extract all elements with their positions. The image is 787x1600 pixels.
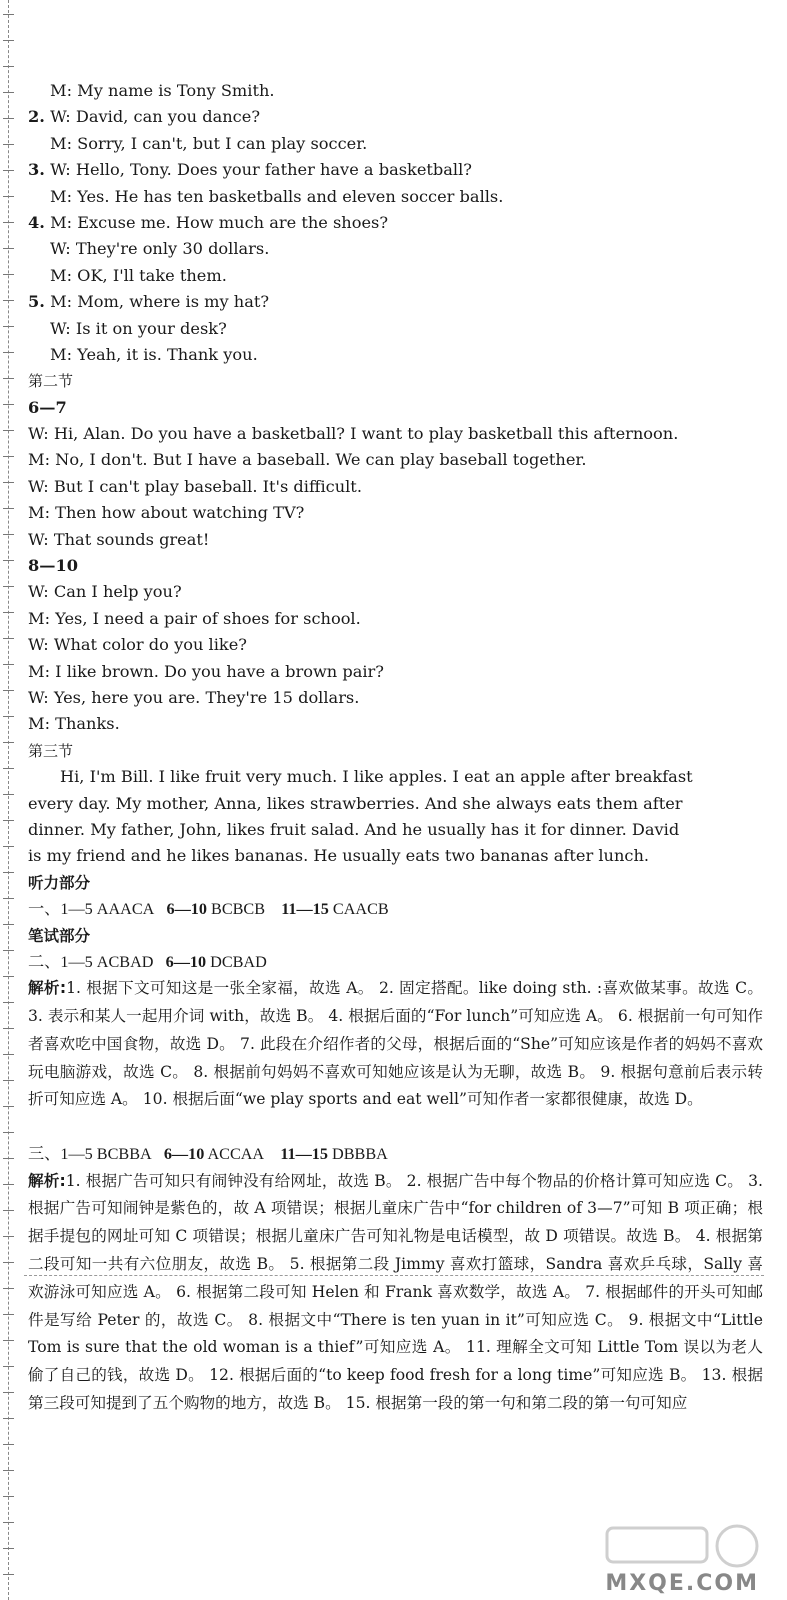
explanation-text: 1. 根据广告可知只有闹钟没有给网址，故选 B。 2. 根据广告中每个物品的价格计算可知应选 C。 3. 根据广告可知闹钟是紫色的，故 A 项错误；根据儿童床广告中“for children of 3—7”可知 B 项正确；根据手提包的网址可知 C 项错误；根据儿童床广告可知礼物是电话模型，故 D 项错误。故选 B。 4. 根据第二段可知一共有六位朋友，故选 B。 5. 根据第二段 Jimmy 喜欢打篮球，Sandra 喜欢乒乓球，Sally 喜欢游泳可知应选 A。 6. 根据第二段可知 Helen 和 Frank 喜欢数学，故选 A。 7. 根据邮件的开头可知邮件是写给 Peter 的，故选 C。 8. 根据文中“There is ten yuan in it”可知应选 C。 9. 根据文中“Little Tom is sure that the old woman is a thief”可知应选 A。 11. 理解全文可知 Little Tom 误以为老人偷了自己的钱，故选 D。 12. 根据后面的“to keep food fresh for a long time”可知应选 B。 13. 根据第三段可知提到了五个购物的地方，故选 B。 15. 根据第一段的第一句和第二段的第一句可知应: [28, 1171, 763, 1413]
binding-tick: [3, 92, 14, 93]
binding-tick: [3, 66, 14, 67]
explanation-text: 1. 根据下文可知这是一张全家福，故选 A。 2. 固定搭配。like doing sth. :喜欢做某事。故选 C。 3. 表示和某人一起用介词 with，故选 B。 4. 根据后面的“For lunch”可知应选 A。 6. 根据前一句可知作者喜欢吃中国食物，故选 D。 7. 此段在介绍作者的父母，根据后面的“She”可知应该是作者的妈妈不喜欢玩电脑游戏，故选 C。 8. 根据前句妈妈不喜欢可知她应该是认为无聊，故选 B。 9. 根据句意前后表示转折可知应选 A。 10. 根据后面“we play sports and eat well”可知作者一家都很健康，故选 D。: [28, 979, 763, 1109]
passage-line: dinner. My father, John, likes fruit salad. And he usually has it for dinner. David: [28, 819, 680, 839]
binding-tick: [3, 976, 14, 977]
binding-tick: [3, 1392, 14, 1393]
binding-tick: [3, 768, 14, 769]
binding-tick: [3, 1262, 14, 1263]
binding-tick: [3, 1054, 14, 1055]
binding-tick: [3, 1288, 14, 1289]
binding-tick: [3, 144, 14, 145]
answers-heading: 笔试部分: [28, 926, 91, 945]
binding-tick: [3, 1184, 14, 1185]
answer-line: [28, 949, 763, 975]
binding-tick: [3, 508, 14, 509]
binding-tick: [3, 820, 14, 821]
binding-tick: [3, 586, 14, 587]
answer-range: 11—15: [281, 900, 329, 919]
explanation-label: 解析:: [28, 979, 67, 998]
dialog-line: W: Is it on your desk?: [50, 318, 227, 338]
binding-tick: [3, 742, 14, 743]
dialog-line: M: No, I don't. But I have a baseball. We can play baseball together.: [28, 450, 587, 470]
dialog-line: W: Can I help you?: [28, 582, 182, 602]
binding-tick: [3, 430, 14, 431]
binding-tick: [3, 1418, 14, 1419]
binding-tick: [3, 638, 14, 639]
dialog-line: M: Yes. He has ten basketballs and eleven soccer balls.: [50, 186, 504, 206]
binding-tick: [3, 1496, 14, 1497]
binding-tick: [3, 1470, 14, 1471]
watermark-text: MXQE.COM: [605, 1571, 759, 1596]
dialog-line: [28, 289, 763, 315]
binding-tick: [3, 924, 14, 925]
binding-tick: [3, 1210, 14, 1211]
answer-values: CAACB: [332, 900, 389, 919]
passage-line: every day. My mother, Anna, likes strawberries. And she always eats them after: [28, 793, 683, 813]
binding-margin: [2, 0, 16, 1600]
binding-tick: [3, 1314, 14, 1315]
binding-tick: [3, 300, 14, 301]
binding-tick: [3, 1132, 14, 1133]
binding-tick: [3, 456, 14, 457]
dialog-text: M: Excuse me. How much are the shoes?: [50, 212, 389, 232]
binding-tick: [3, 612, 14, 613]
dialog-line: W: Yes, here you are. They're 15 dollars.: [28, 687, 360, 707]
dialog-line: M: My name is Tony Smith.: [50, 81, 275, 100]
binding-tick: [3, 1106, 14, 1107]
dialog-line: W: That sounds great!: [28, 529, 210, 549]
binding-tick: [3, 222, 14, 223]
binding-tick: [3, 248, 14, 249]
answer-prefix: 三、1—5 BCBBA: [28, 1145, 152, 1164]
item-number: 5.: [28, 292, 45, 312]
binding-tick: [3, 716, 14, 717]
answer-prefix: 二、1—5 ACBAD: [28, 952, 154, 971]
item-number: 3.: [28, 160, 45, 180]
dialog-line: M: Thanks.: [28, 714, 120, 734]
binding-tick: [3, 1522, 14, 1523]
binding-tick: [3, 1028, 14, 1029]
dialog-line: W: But I can't play baseball. It's difficult.: [28, 476, 362, 496]
binding-tick: [3, 534, 14, 535]
explanation-label: 解析:: [28, 1171, 66, 1190]
binding-tick: [3, 352, 14, 353]
answer-range: 6—10: [165, 952, 207, 971]
section-heading: 第二节: [28, 372, 74, 391]
answer-values: BCBCB: [211, 900, 266, 919]
binding-tick: [3, 1158, 14, 1159]
dialog-line: M: Then how about watching TV?: [28, 503, 305, 523]
binding-rule: [8, 0, 10, 1600]
binding-tick: [3, 690, 14, 691]
binding-tick: [3, 794, 14, 795]
binding-tick: [3, 664, 14, 665]
item-number: 2.: [28, 107, 45, 127]
answer-line: [28, 1141, 763, 1167]
dialog-line: M: I like brown. Do you have a brown pair?: [28, 661, 384, 681]
binding-tick: [3, 274, 14, 275]
dialog-line: W: What color do you like?: [28, 635, 247, 655]
binding-tick: [3, 1002, 14, 1003]
explanation-block: [28, 1168, 763, 1530]
binding-tick: [3, 378, 14, 379]
dialog-line: M: OK, I'll take them.: [50, 265, 227, 285]
passage-line: is my friend and he likes bananas. He usually eats two bananas after lunch.: [28, 846, 650, 866]
answers-heading: 听力部分: [28, 873, 91, 892]
passage-line: Hi, I'm Bill. I like fruit very much. I like apples. I eat an apple after breakfast: [60, 767, 693, 787]
binding-tick: [3, 950, 14, 951]
dialog-line: M: Yes, I need a pair of shoes for school.: [28, 608, 361, 628]
group-label: 8—10: [28, 556, 78, 576]
answer-line: [28, 896, 763, 922]
answer-range: 6—10: [166, 900, 207, 919]
binding-tick: [3, 1574, 14, 1575]
answer-values: DCBAD: [210, 952, 267, 971]
binding-tick: [3, 1080, 14, 1081]
binding-tick: [3, 1340, 14, 1341]
binding-tick: [3, 1444, 14, 1445]
answer-values: ACCAA: [207, 1145, 265, 1164]
item-number: 4.: [28, 212, 45, 232]
document-body: [28, 78, 763, 1530]
binding-tick: [3, 846, 14, 847]
answer-prefix: 一、1—5 AAACA: [28, 900, 155, 919]
binding-tick: [3, 14, 14, 15]
binding-tick: [3, 404, 14, 405]
binding-tick: [3, 560, 14, 561]
dialog-line: [28, 157, 763, 183]
binding-tick: [3, 482, 14, 483]
section-heading: 第三节: [28, 741, 74, 760]
dialog-line: M: Yeah, it is. Thank you.: [50, 344, 258, 364]
dialog-line: W: Hi, Alan. Do you have a basketball? I want to play basketball this afternoon.: [28, 424, 679, 444]
dialog-line: M: Sorry, I can't, but I can play soccer.: [50, 133, 368, 153]
binding-tick: [3, 170, 14, 171]
explanation-block: [28, 975, 763, 1141]
binding-tick: [3, 118, 14, 119]
dialog-text: W: David, can you dance?: [50, 107, 261, 127]
answer-values: DBBBA: [332, 1145, 388, 1164]
group-label: 6—7: [28, 397, 67, 417]
dialog-text: W: Hello, Tony. Does your father have a basketball?: [50, 160, 472, 180]
binding-tick: [3, 196, 14, 197]
dialog-text: M: Mom, where is my hat?: [50, 292, 270, 312]
dialog-line: W: They're only 30 dollars.: [50, 239, 270, 259]
binding-tick: [3, 326, 14, 327]
binding-tick: [3, 1366, 14, 1367]
answer-range: 11—15: [280, 1145, 328, 1164]
dialog-line: [28, 104, 763, 130]
binding-tick: [3, 898, 14, 899]
answer-range: 6—10: [163, 1145, 205, 1164]
binding-tick: [3, 872, 14, 873]
binding-tick: [3, 40, 14, 41]
fold-line: [24, 1275, 764, 1276]
binding-tick: [3, 1236, 14, 1237]
binding-tick: [3, 1548, 14, 1549]
dialog-line: [28, 210, 763, 236]
